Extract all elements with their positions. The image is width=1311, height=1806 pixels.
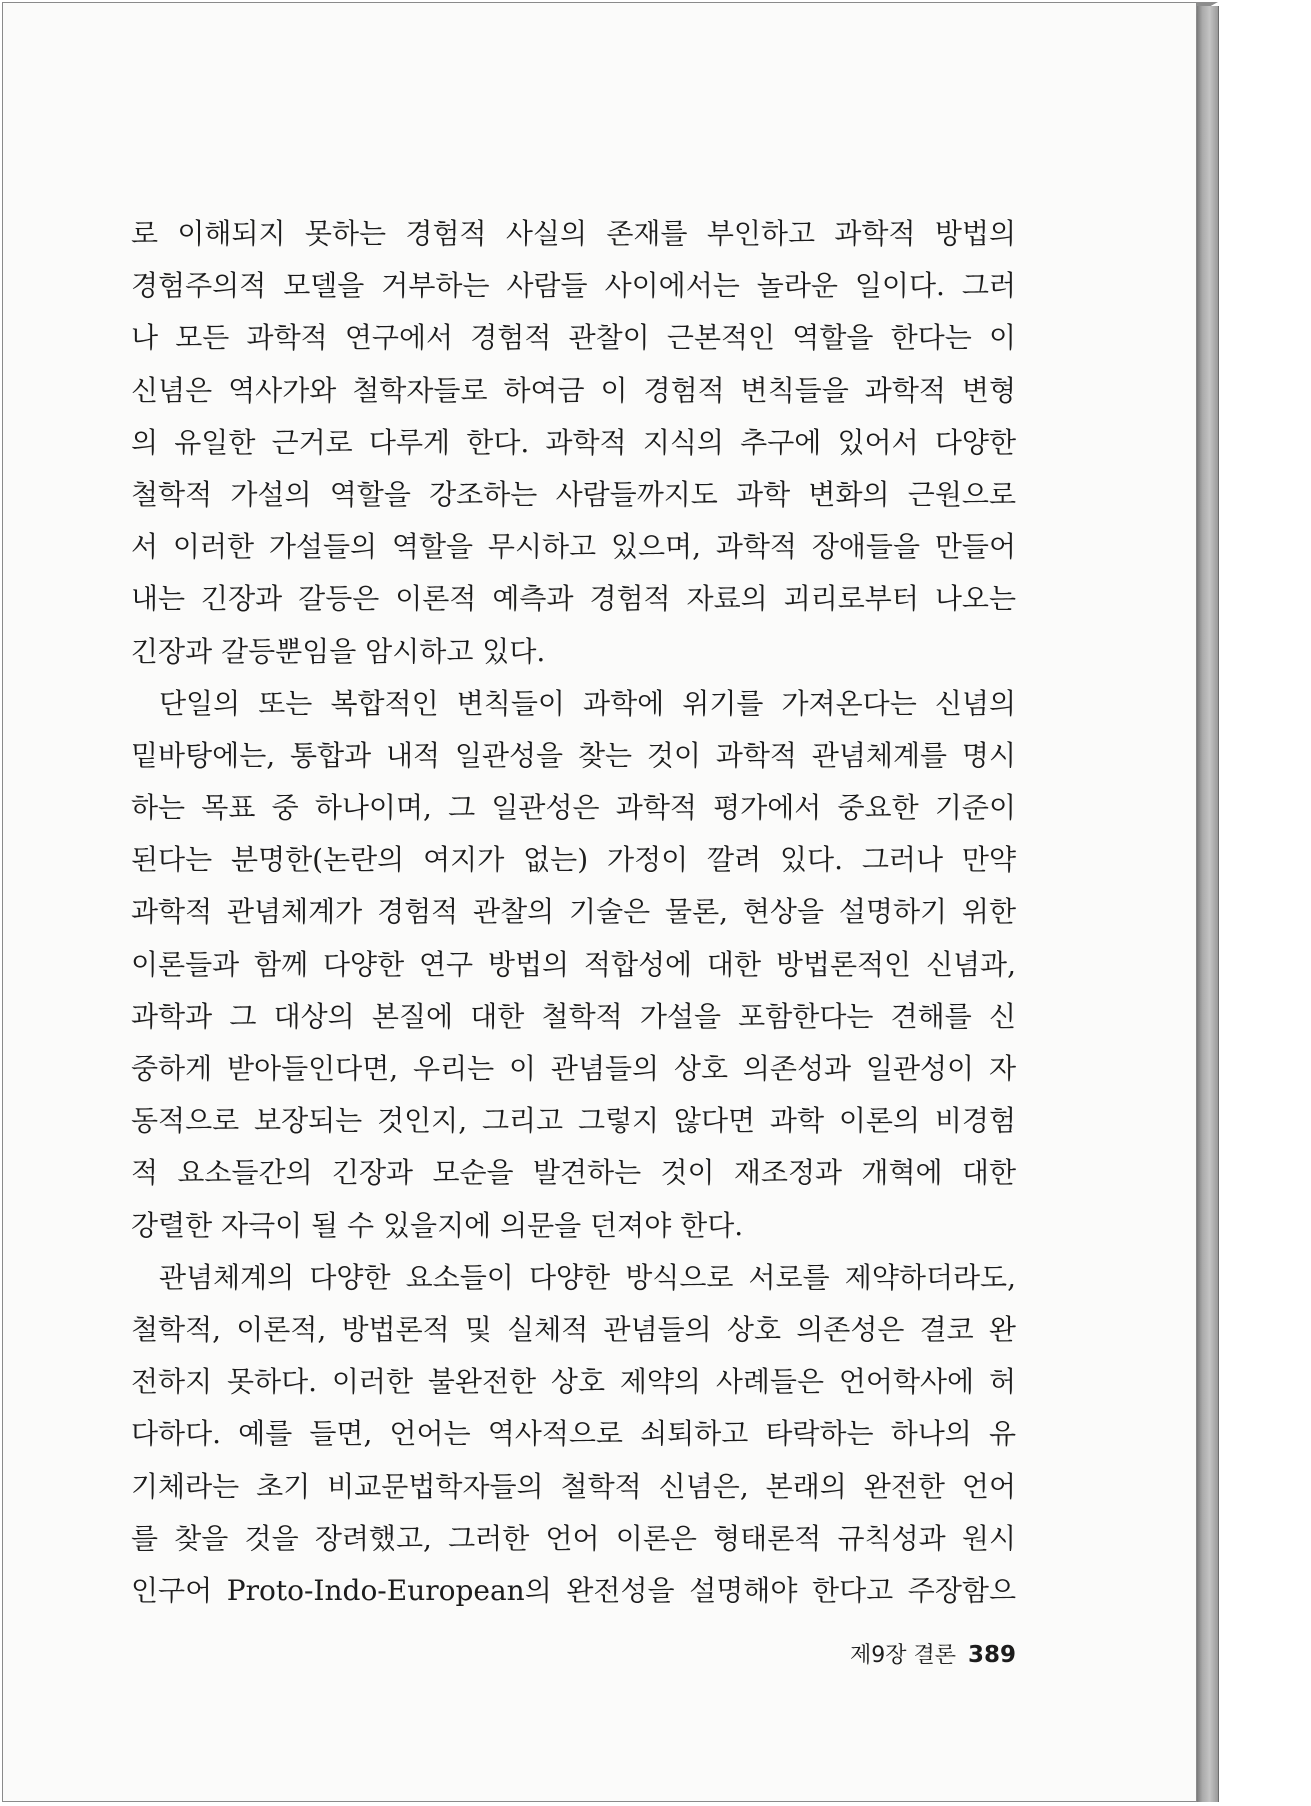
- text-line: 과학과 그 대상의 본질에 대한 철학적 가설을 포함한다는 견해를 신: [131, 999, 1016, 1033]
- text-line: 경험주의적 모델을 거부하는 사람들 사이에서는 놀라운 일이다. 그러: [131, 269, 1016, 303]
- text-line: 동적으로 보장되는 것인지, 그리고 그렇지 않다면 과학 이론의 비경험: [131, 1104, 1016, 1138]
- text-line: 전하지 못하다. 이러한 불완전한 상호 제약의 사례들은 언어학사에 허: [131, 1365, 1016, 1399]
- text-line: 서 이러한 가설들의 역할을 무시하고 있으며, 과학적 장애들을 만들어: [131, 530, 1016, 564]
- text-line: 밑바탕에는, 통합과 내적 일관성을 찾는 것이 과학적 관념체계를 명시: [131, 738, 1016, 772]
- text-line: 긴장과 갈등뿐임을 암시하고 있다.: [131, 634, 546, 668]
- text-line: 철학적, 이론적, 방법론적 및 실체적 관념들의 상호 의존성은 결코 완: [131, 1312, 1016, 1346]
- text-line: 나 모든 과학적 연구에서 경험적 관찰이 근본적인 역할을 한다는 이: [131, 321, 1016, 355]
- text-line: 단일의 또는 복합적인 변칙들이 과학에 위기를 가져온다는 신념의: [159, 686, 1016, 720]
- text-line: 이론들과 함께 다양한 연구 방법의 적합성에 대한 방법론적인 신념과,: [131, 947, 1016, 981]
- text-line: 로 이해되지 못하는 경험적 사실의 존재를 부인하고 과학적 방법의: [131, 217, 1016, 250]
- text-line: 과학적 관념체계가 경험적 관찰의 기술은 물론, 현상을 설명하기 위한: [131, 895, 1016, 929]
- text-line: 된다는 분명한(논란의 여지가 없는) 가정이 깔려 있다. 그러나 만약: [131, 843, 1016, 877]
- book-page: [2, 2, 1197, 1802]
- running-footer: [603, 1638, 1016, 1669]
- body-text: [131, 208, 1016, 1617]
- text-line: 신념은 역사가와 철학자들로 하여금 이 경험적 변칙들을 과학적 변형: [131, 373, 1016, 407]
- text-line: 다하다. 예를 들면, 언어는 역사적으로 쇠퇴하고 타락하는 하나의 유: [131, 1417, 1016, 1451]
- text-line: 기체라는 초기 비교문법학자들의 철학적 신념은, 본래의 완전한 언어: [131, 1469, 1016, 1503]
- text-line: 철학적 가설의 역할을 강조하는 사람들까지도 과학 변화의 근원으로: [131, 477, 1016, 511]
- text-line: 강렬한 자극이 될 수 있을지에 의문을 던져야 한다.: [131, 1208, 744, 1242]
- text-line: 하는 목표 중 하나이며, 그 일관성은 과학적 평가에서 중요한 기준이: [131, 791, 1016, 825]
- text-line: 적 요소들간의 긴장과 모순을 발견하는 것이 재조정과 개혁에 대한: [131, 1156, 1016, 1190]
- text-line: 내는 긴장과 갈등은 이론적 예측과 경험적 자료의 괴리로부터 나오는: [131, 582, 1016, 616]
- chapter-title: 제9장 결론: [849, 1643, 956, 1668]
- text-line: 의 유일한 근거로 다루게 한다. 과학적 지식의 추구에 있어서 다양한: [131, 425, 1016, 459]
- page-number: 389: [967, 1642, 1016, 1668]
- text-line: 를 찾을 것을 장려했고, 그러한 언어 이론은 형태론적 규칙성과 원시: [131, 1521, 1016, 1555]
- text-line: 중하게 받아들인다면, 우리는 이 관념들의 상호 의존성과 일관성이 자: [131, 1052, 1016, 1085]
- text-line: 관념체계의 다양한 요소들이 다양한 방식으로 서로를 제약하더라도,: [159, 1260, 1016, 1294]
- text-line: 인구어 Proto-Indo-European의 완전성을 설명해야 한다고 주장함으: [131, 1573, 1016, 1607]
- page-edge: [1197, 6, 1219, 1802]
